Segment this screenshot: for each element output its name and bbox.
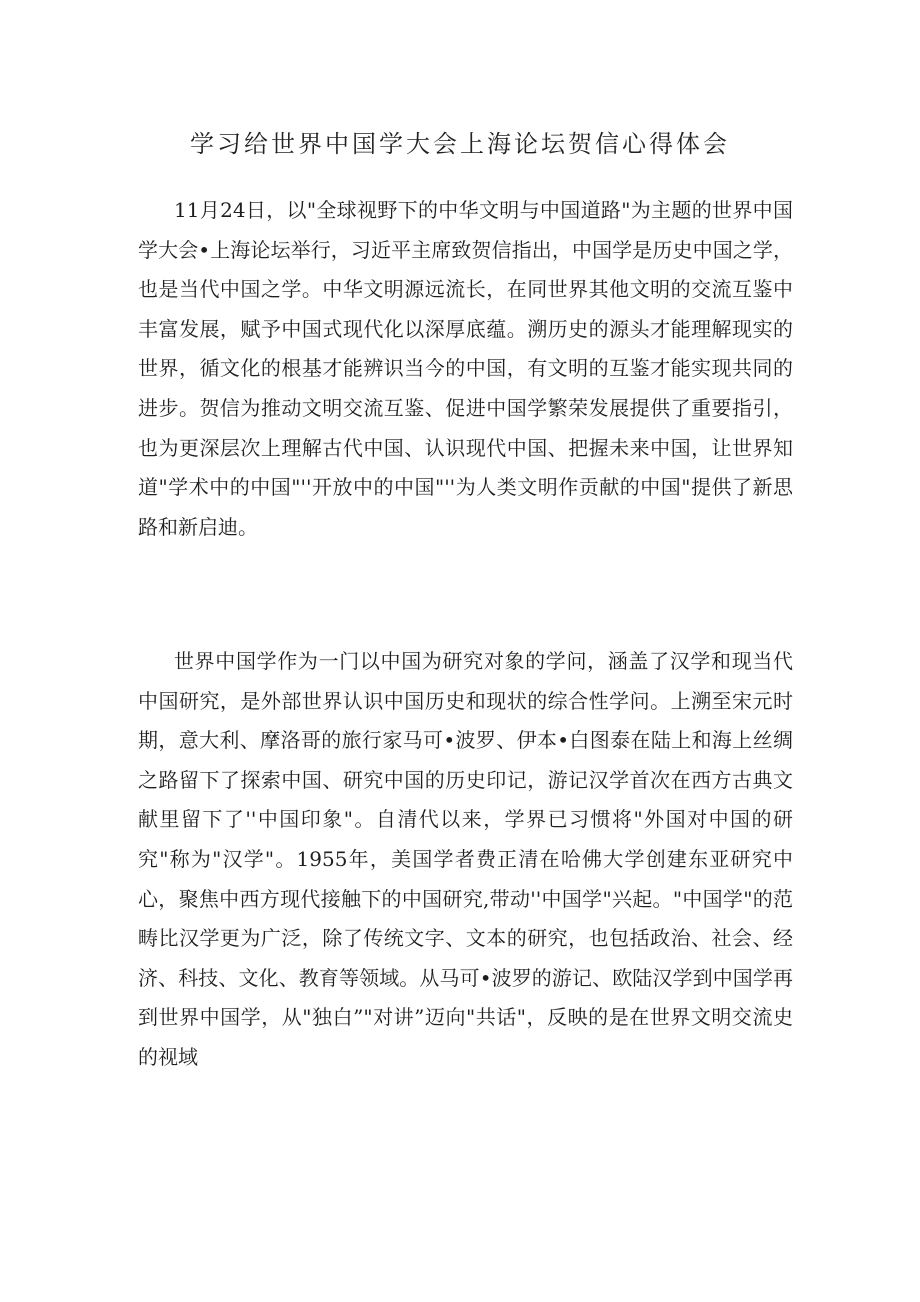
paragraph-1: 11月24日，以"全球视野下的中华文明与中国道路"为主题的世界中国学大会•上海论坛举行，习近平主席致贺信指出，中国学是历史中国之学，也是当代中国之学。中华文明源远流长，在同世界其他文明的交流互鉴中丰富发展，赋予中国式现代化以深厚底蕴。溯历史的源头才能理解现实的世界，循文化的根基才能辨识当今的中国，有文明的互鉴才能实现共同的进步。贺信为推动文明交流互鉴、促进中国学繁荣发展提供了重要指引，也为更深层次上理解古代中国、认识现代中国、把握未来中国，让世界知道"学术中的中国"''开放中的中国"''为人类文明作贡献的中国"提供了新思路和新启迪。	[138, 198, 793, 539]
document-title: 学习给世界中国学大会上海论坛贺信心得体会	[190, 130, 730, 158]
paragraph-2: 世界中国学作为一门以中国为研究对象的学问，涵盖了汉学和现当代中国研究，是外部世界认识中国历史和现状的综合性学问。上溯至宋元时期，意大利、摩洛哥的旅行家马可•波罗、伊本•白图泰在陆上和海上丝绸之路留下了探索中国、研究中国的历史印记，游记汉学首次在西方古典文献里留下了''中国印象"。自清代以来，学界已习惯将"外国对中国的研究"称为"汉学"。1955年，美国学者费正清在哈佛大学创建东亚研究中心，聚焦中西方现代接触下的中国研究,带动''中国学"兴起。"中国学"的范畴比汉学更为广泛，除了传统文字、文本的研究，也包括政治、社会、经济、科技、文化、教育等领域。从马可•波罗的游记、欧陆汉学到中国学再到世界中国学，从"独白”"对讲”迈向"共话"，反映的是在世界文明交流史的视域	[138, 649, 793, 1069]
